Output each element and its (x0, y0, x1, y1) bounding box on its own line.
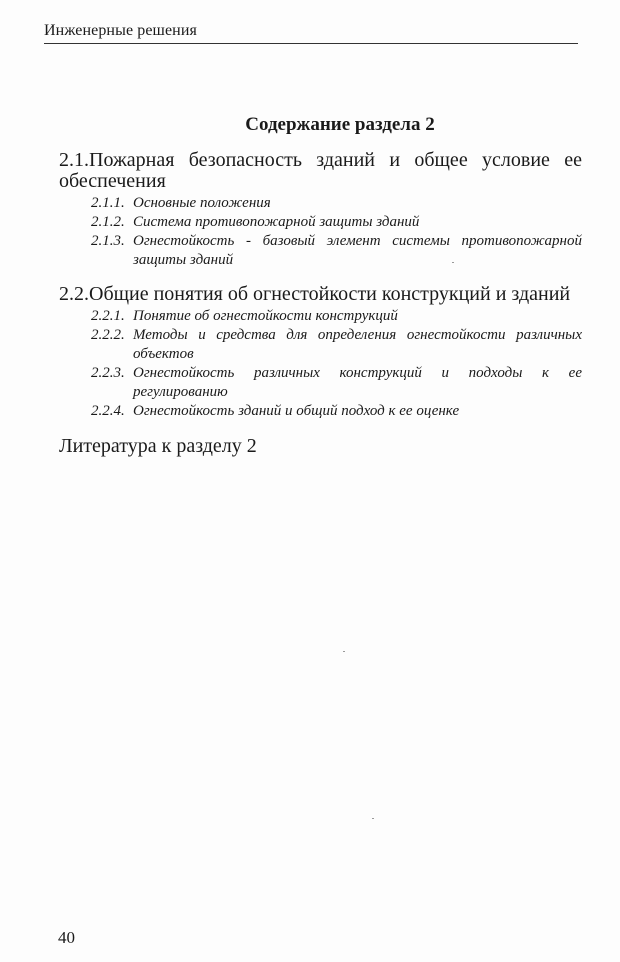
subsection-number: 2.2.2. (91, 327, 125, 343)
toc-section-2-2 (59, 284, 582, 421)
subsection-title: Методы и средства для определения огнестойкости различных объектов (133, 327, 582, 362)
section-number: 2.1. (59, 149, 89, 171)
subsection-list (59, 194, 582, 270)
section-number: 2.2. (59, 283, 89, 305)
subsection-number: 2.2.1. (91, 308, 125, 324)
subsection-title: Огнестойкость зданий и общий подход к ее оценке (133, 403, 460, 419)
toc-title: Содержание раздела 2 (245, 114, 435, 135)
section-title: Пожарная безопасность зданий и общее условие ее обеспечения (59, 149, 582, 192)
section-heading (59, 284, 582, 305)
toc-subsection (91, 364, 582, 402)
toc-section-2-1 (59, 150, 582, 270)
literature-heading: Литература к разделу 2 (59, 435, 257, 457)
toc-subsection (91, 326, 582, 364)
subsection-number: 2.1.2. (91, 214, 125, 230)
section-title: Общие понятия об огнестойкости конструкций и зданий (89, 283, 571, 305)
toc-subsection (91, 402, 582, 421)
table-of-contents (59, 150, 582, 457)
toc-subsection (91, 232, 582, 270)
toc-subsection (91, 307, 582, 326)
header-rule (44, 43, 578, 44)
scan-speck (452, 262, 454, 263)
subsection-title: Огнестойкость различных конструкций и подходы к ее регулированию (133, 365, 582, 400)
subsection-list (59, 307, 582, 421)
scan-speck (343, 651, 345, 652)
toc-subsection (91, 213, 582, 232)
scan-speck (372, 818, 374, 819)
subsection-number: 2.2.4. (91, 403, 125, 419)
subsection-title: Основные положения (133, 195, 271, 211)
subsection-title: Понятие об огнестойкости конструкций (133, 308, 398, 324)
subsection-title: Система противопожарной защиты зданий (133, 214, 420, 230)
subsection-number: 2.1.1. (91, 195, 125, 211)
page-number: 40 (58, 928, 75, 947)
subsection-title: Огнестойкость - базовый элемент системы противопожарной защиты зданий (133, 233, 582, 268)
running-header: Инженерные решения (44, 22, 197, 39)
toc-subsection (91, 194, 582, 213)
section-heading (59, 150, 582, 192)
subsection-number: 2.2.3. (91, 365, 125, 381)
subsection-number: 2.1.3. (91, 233, 125, 249)
